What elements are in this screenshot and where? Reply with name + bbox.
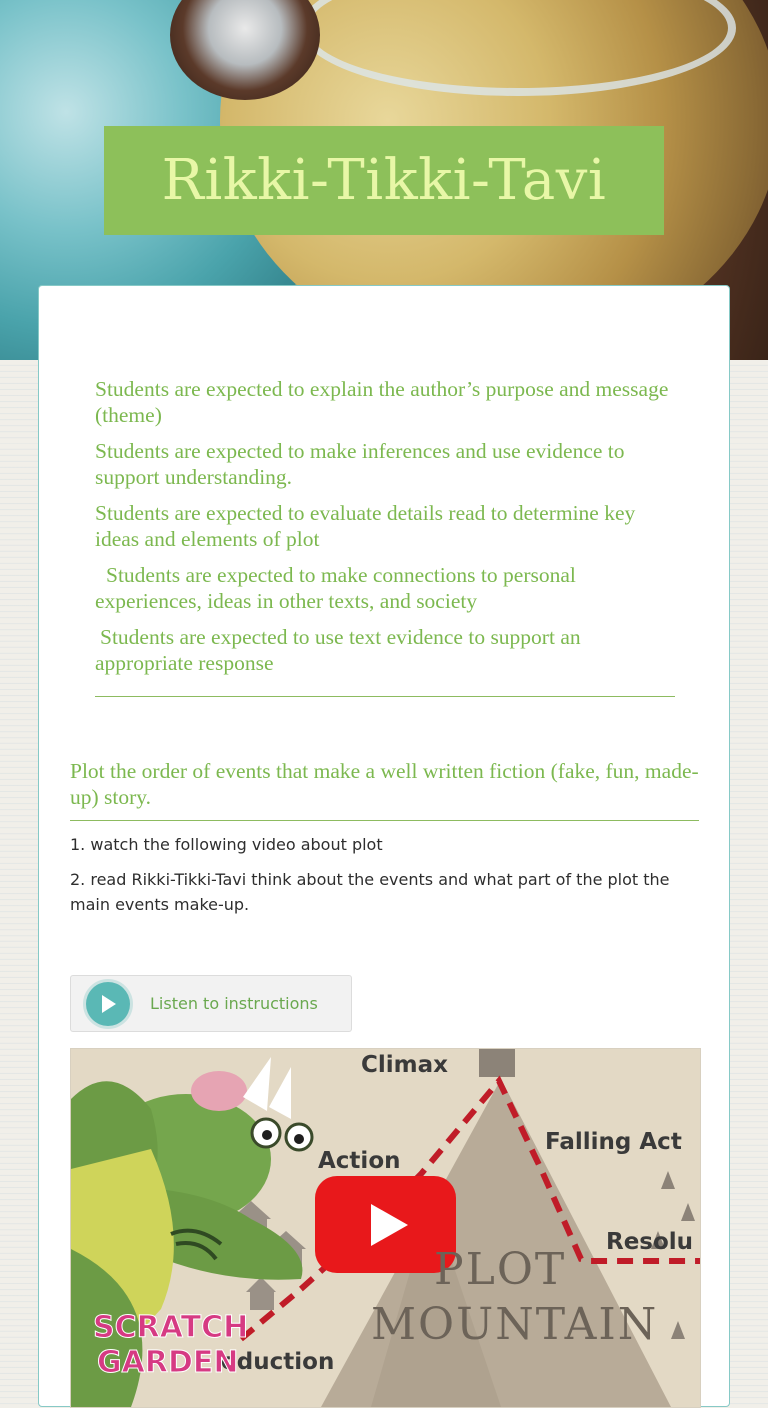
title-box: [104, 126, 664, 235]
listen-label: Listen to instructions: [150, 994, 318, 1013]
house-icon: [250, 1292, 274, 1310]
label-climax: Climax: [361, 1052, 448, 1078]
objective-item: Students are expected to evaluate details read to determine key ideas and elements of plot: [95, 501, 636, 551]
worksheet-card: [38, 285, 730, 1407]
dragon-horn: [243, 1057, 271, 1111]
label-resolution: Resolu: [606, 1229, 694, 1255]
objective-item: Students are expected to make inferences and use evidence to support understanding.: [95, 439, 625, 489]
dragon-ear: [191, 1071, 247, 1111]
video-embed[interactable]: [70, 1048, 701, 1408]
page-title: Rikki-Tikki-Tavi: [161, 148, 607, 213]
peak-tower: [479, 1049, 515, 1077]
tree-icon: [671, 1321, 685, 1339]
objective-item: Students are expected to explain the author’s purpose and message (theme): [95, 377, 669, 427]
label-rising-action: Action: [318, 1148, 401, 1174]
poster-title-line1: PLOT: [434, 1244, 567, 1295]
objectives-list: [95, 376, 675, 697]
step-item: 1. watch the following video about plot: [70, 835, 383, 854]
brand-logo-line1: SCRATCH: [93, 1310, 249, 1345]
step-item: 2. read Rikki-Tikki-Tavi think about the events and what part of the plot the main events make-up.: [70, 870, 670, 914]
label-exposition: oduction: [221, 1349, 335, 1375]
objective-item: Students are expected to make connections to personal experiences, ideas in other texts, and society: [95, 563, 576, 613]
brand-logo-line2: GARDEN: [97, 1345, 239, 1380]
listen-instructions-button[interactable]: [70, 975, 352, 1032]
play-audio-icon: [86, 982, 130, 1026]
dragon-horn: [269, 1067, 291, 1119]
dragon-pupil: [294, 1134, 304, 1144]
plot-heading: Plot the order of events that make a well written fiction (fake, fun, made-up) story.: [70, 758, 699, 821]
poster-title-line2: MOUNTAIN: [371, 1299, 659, 1350]
dragon-pupil: [262, 1130, 272, 1140]
tree-icon: [661, 1171, 675, 1189]
steps-list: [70, 832, 699, 927]
tree-icon: [681, 1203, 695, 1221]
label-falling-action: Falling Act: [545, 1129, 682, 1155]
objective-item: Students are expected to use text evidence to support an appropriate response: [95, 625, 581, 675]
